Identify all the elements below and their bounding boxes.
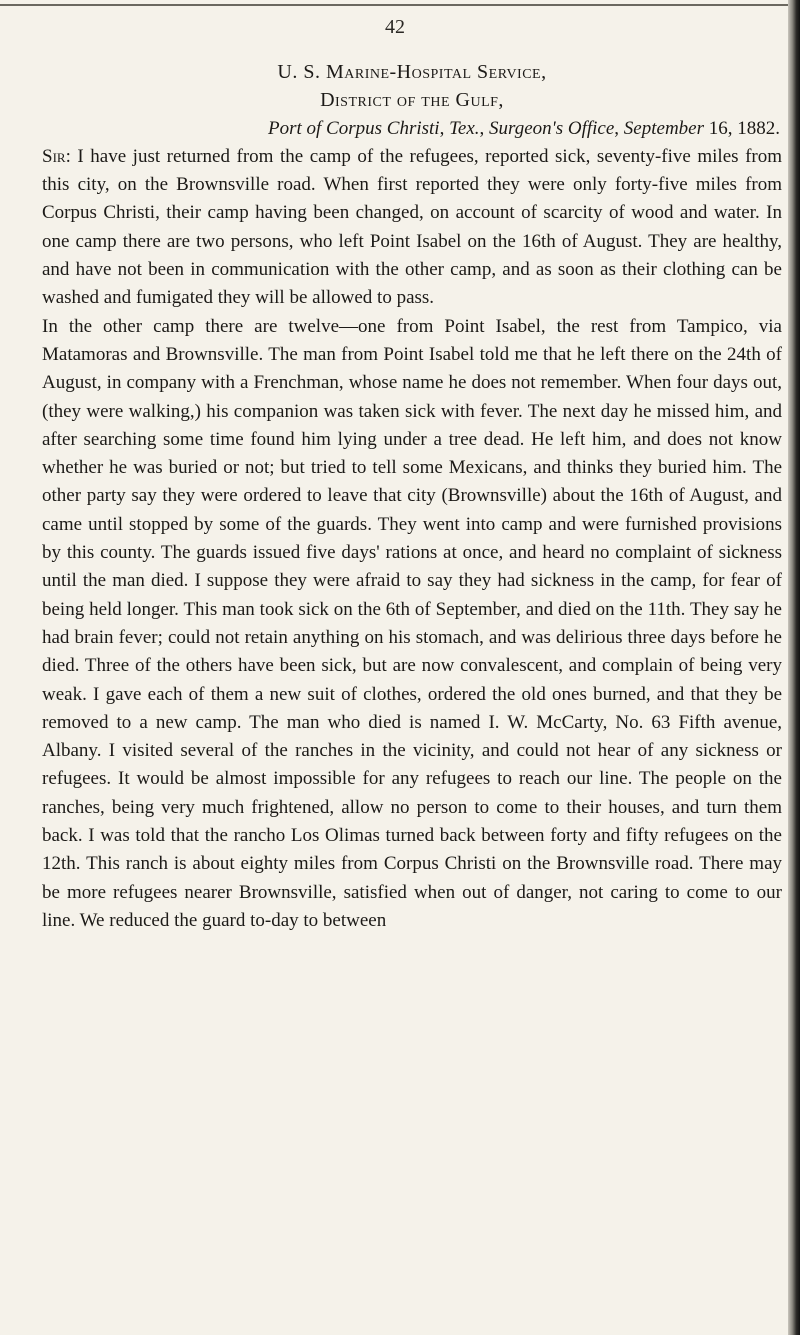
dateline-state: Tex.: [449, 117, 480, 139]
dateline: Port of Corpus Christi, Tex., Surgeon's Office, September 16, 1882.: [268, 117, 780, 139]
letter-body: [42, 58, 782, 935]
heading-district: District of the Gulf,: [320, 89, 504, 112]
paragraph-1: [42, 143, 782, 313]
page-number: 42: [385, 16, 405, 38]
heading-service: U. S. Marine-Hospital Service,: [277, 61, 547, 83]
dateline-day-year: 16, 1882.: [708, 117, 780, 139]
paragraph-2: In the other camp there are twelve—one from Point Isabel, the rest from Tampico, via Matamoras and Brownsville. The man from Point Isabel told me that he left there on the 24th of August, in company with a Frenchman, whose name he does not remember. When four days out, (they were walking,) his companion was taken sick with fever. The next day he missed him, and after searching some time found him lying under a tree dead. He left him, and does not know whether he was buried or not; but tried to tell some Mexicans, and thinks they buried him. The other party say they were ordered to leave that city (Brownsville) about the 16th of August, and came until stopped by some of the guards. They went into camp and were furnished provisions by this county. The guards issued five days' rations at once, and heard no complaint of sickness until the man died. I suppose they were afraid to say they had sickness in the camp, for fear of being held longer. This man took sick on the 6th of September, and died on the 11th. They say he had brain fever; could not retain anything on his stomach, and was delirious three days before he died. Three of the others have been sick, but are now convalescent, and complain of being very weak. I gave each of them a new suit of clothes, ordered the old ones burned, and that they be removed to a new camp. The man who died is named I. W. McCarty, No. 63 Fifth avenue, Albany. I visited several of the ranches in the vicinity, and could not hear of any sickness or refugees. It would be almost impossible for any refugees to reach our line. The people on the ranches, being very much frightened, allow no person to come to their houses, and turn them back. I was told that the rancho Los Olimas turned back between forty and fifty refugees on the 12th. This ranch is about eighty miles from Corpus Christi on the Brownsville road. There may be more refugees nearer Brownsville, satisfied when out of danger, not caring to come to our line. We reduced the guard to-day to between: [42, 315, 782, 931]
dateline-office: Surgeon's Office: [489, 117, 615, 139]
top-rule: [0, 4, 790, 6]
dateline-place: Port of Corpus Christi: [268, 117, 440, 139]
page-edge-shadow: [788, 0, 800, 1335]
salutation: Sir:: [42, 145, 71, 167]
paragraph-1-text: I have just returned from the camp of the refugees, reported sick, seventy-five miles from this city, on the Brownsville road. When first reported they were only forty-five miles from Corpus Christi, their camp having been changed, on account of scarcity of wood and water. In one camp there are two persons, who left Point Isabel on the 16th of August. They are healthy, and have not been in communication with the other camp, and as soon as their clothing can be washed and fumigated they will be allowed to pass.: [42, 145, 783, 309]
dateline-month: September: [623, 117, 704, 139]
